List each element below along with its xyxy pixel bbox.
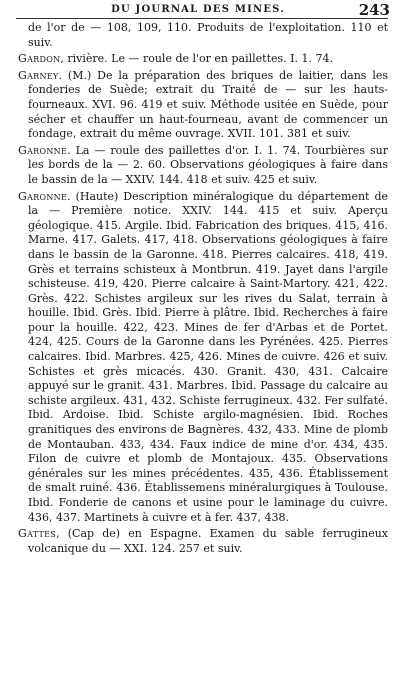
index-entries: [18, 21, 388, 558]
entry-headword: Garney: [18, 68, 59, 82]
entry-headword: Garonne: [18, 189, 68, 203]
entry-headword: Garonne: [18, 143, 68, 157]
entry-text: , rivière. Le — roule de l'or en paillettes. I. 1. 74.: [60, 52, 333, 66]
index-entry-gattes: [18, 527, 388, 556]
index-entry-gardon: [18, 52, 388, 67]
index-entry-continuation: [18, 21, 388, 50]
entry-headword: Gattes: [18, 527, 57, 541]
entry-headword: Gardon: [18, 52, 61, 66]
entry-text: de l'or de — 108, 109, 110. Produits de l'exploitation. 110 et suiv.: [28, 21, 388, 49]
index-entry-garney: [18, 69, 388, 142]
header-rule: [16, 18, 388, 19]
entry-text: . (M.) De la préparation des briques de laitier, dans les fonderies de Suède; extrait du Traité de — sur les hauts-fourneaux. XVI. 96. 419 et suiv. Méthode usitée en Suède, pour sécher et chauffer un haut-fourneau, avant de commencer un fondage, extrait du même ouvrage. XVII. 101. 381 et suiv.: [28, 68, 388, 141]
running-title: DU JOURNAL DES MINES.: [111, 4, 285, 15]
index-entry-garonne: [18, 144, 388, 188]
page-number: 243: [358, 1, 390, 19]
entry-text: . (Haute) Description minéralogique du département de la — Première notice. XXIV. 144. 415 et suiv. Aperçu géologique. 415. Argile. Ibid. Fabrication des briques. 415, 416. Marne. 417. Galets. 417, 418. Observations géologiques à faire dans le bassin de la Garonne. 418. Pierres calcaires. 418, 419. Grès et terrains schisteux à Montbrun. 419. Jayet dans l'argile schisteuse. 419, 420. Pierre calcaire à Saint-Martory. 421, 422. Grès. 422. Schistes argileux sur les rives du Salat, terrain à houille. Ibid. Grès. Ibid. Pierre à plâtre. Ibid. Recherches à faire pour la houille. 422, 423. Mines de fer d'Arbas et de Portet. 424, 425. Cours de la Garonne dans les Pyrénées. 425. Pierres calcaires. Ibid. Marbres. 425, 426. Mines de cuivre. 426 et suiv. Schistes et grès micacés. 430. Granit. 430, 431. Calcaire appuyé sur le granit. 431. Marbres. Ibid. Passage du calcaire au schiste argileux. 431, 432. Schiste ferrugineux. 432. Fer sulfaté. Ibid. Ardoise. Ibid. Schiste argilo-magnésien. Ibid. Roches granitiques des environs de Bagnères. 432, 433. Mine de plomb de Montauban. 433, 434. Faux indice de mine d'or. 434, 435. Filon de cuivre et plomb de Montajoux. 435. Observations générales sur les mines précédentes. 435, 436. Établissement de smalt ruiné. 436. Établissemens minéralurgiques à Toulouse. Ibid. Fonderie de canons et usine pour le laminage du cuivre. 436, 437. Martinets à cuivre et à fer. 437, 438.: [28, 189, 388, 524]
entry-text: . La — roule des paillettes d'or. I. 1. 74. Tourbières sur les bords de la — 2. 60. Observations géologiques à faire dans le bassin de la — XXIV. 144. 418 et suiv. 425 et suiv.: [28, 143, 388, 186]
entry-text: , (Cap de) en Espagne. Examen du sable ferrugineux volcanique du — XXI. 124. 257 et suiv.: [28, 527, 388, 555]
index-entry-haute-garonne: [18, 190, 388, 526]
